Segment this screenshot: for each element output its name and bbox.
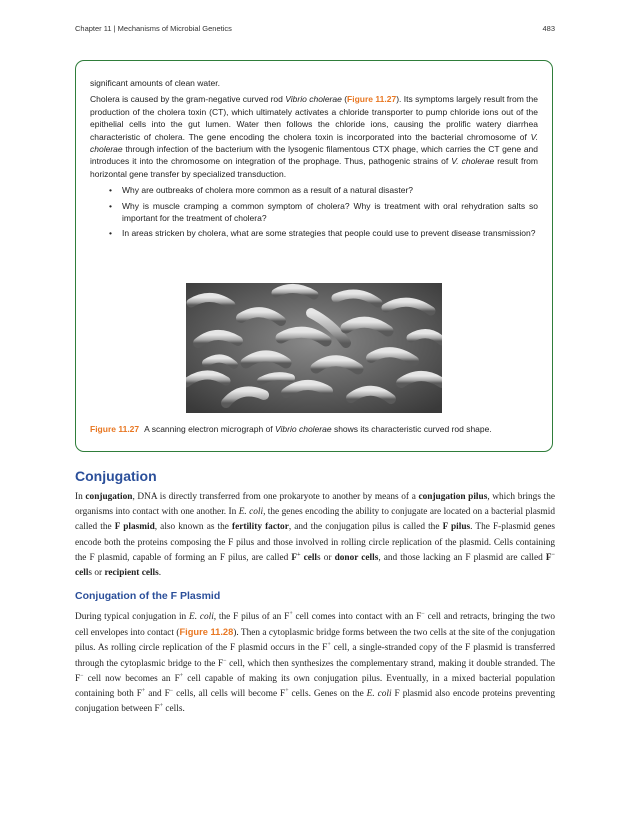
figure-11-27-link[interactable]: Figure 11.27 (347, 94, 397, 105)
question-list (90, 184, 538, 240)
f-plasmid-paragraph: During typical conjugation in E. coli, the F pilus of an F+ cell comes into contact with an F− cell and retracts, bringing the two cell envelopes into contact (Figure 11.28). Then a cytoplasmic bridge forms between the two cells at the site of the conjugation pilus. As rolling circle replication of the F plasmid occurs in the F+ cell, a single-stranded copy of the F plasmid is transferred through the cytoplasmic bridge to the F− cell, which then synthesizes the complementary strand, making it double stranded. The F− cell now becomes an F+ cell capable of making its own conjugation pilus. Eventually, in a mixed bacterial population containing both F+ and F− cells, all cells will become F+ cells. Genes on the E. coli F plasmid also encode proteins preventing conjugation between F+ cells. (75, 610, 556, 715)
vibrio-micrograph-image (186, 283, 442, 413)
clinical-focus-box (75, 60, 553, 452)
question-item: • Why is muscle cramping a common symptom of cholera? Why is treatment with oral rehydration salts so important for the treatment of cholera? (122, 200, 538, 225)
figure-caption: Figure 11.27 A scanning electron micrograph of Vibrio cholerae shows its characteristic curved rod shape. (90, 424, 492, 434)
conjugation-paragraph: In conjugation, DNA is directly transferred from one prokaryote to another by means of a conjugation pilus, which brings the organisms into contact with one another. In E. coli, the genes encoding the ability to conjugate are located on a bacterial plasmid called the F plasmid, also known as the fertility factor, and the conjugation pilus is called the F pilus. The F-plasmid genes encode both the proteins composing the F pilus and those involved in rolling circle replication of the plasmid. Cells containing the F plasmid, capable of forming an F pilus, are called F+ cells or donor cells, and those lacking an F plasmid are called F− cells or recipient cells. (75, 492, 555, 579)
page-header (75, 24, 555, 33)
page-number: 483 (542, 24, 555, 33)
box-cholera-paragraph: Cholera is caused by the gram-negative curved rod Vibrio cholerae (Figure 11.27). Its symptoms largely result from the production of the cholera toxin (CT), which ultimately activates a chloride transporter to pump chloride ions out of the epithelial cells into the gut lumen. Water then follows the chloride ions, causing the prolific watery diarrhea characteristic of cholera. The gene encoding the cholera toxin is incorporated into the bacterial chromosome of V. cholerae through infection of the bacterium with the lysogenic filamentous CTX phage, which carries the CT gene and introduces it into the chromosome on integration of the prophage. Thus, pathogenic strains of V. cholerae result from horizontal gene transfer by specialized transduction. (90, 94, 538, 179)
f-plasmid-heading: Conjugation of the F Plasmid (75, 590, 221, 602)
question-item: • In areas stricken by cholera, what are some strategies that people could use to prevent disease transmission? (122, 227, 538, 239)
chapter-title: Chapter 11 | Mechanisms of Microbial Genetics (75, 24, 232, 33)
question-item: • Why are outbreaks of cholera more common as a result of a natural disaster? (122, 184, 538, 196)
box-lead-paragraph: significant amounts of clean water. (90, 78, 220, 88)
caption-label: Figure 11.27 (90, 424, 140, 434)
conjugation-heading: Conjugation (75, 468, 157, 484)
figure-11-28-link[interactable]: Figure 11.28 (179, 627, 234, 638)
